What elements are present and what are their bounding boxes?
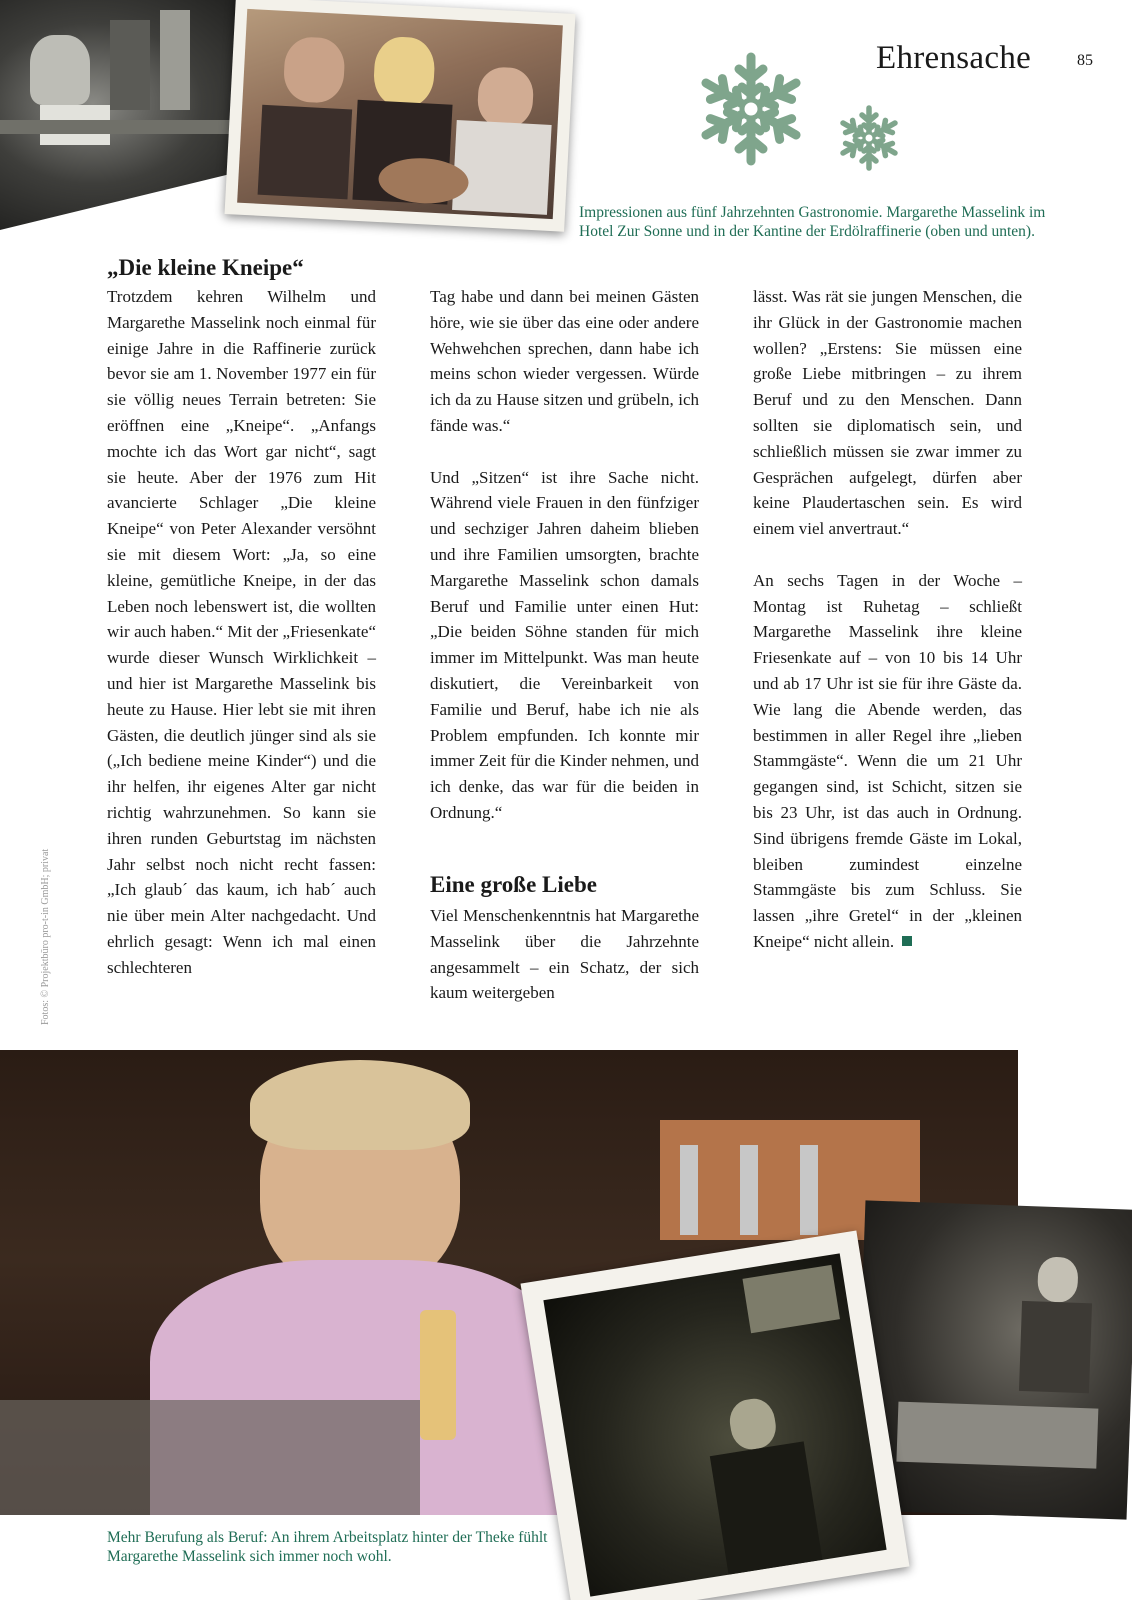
photo-toast — [237, 9, 563, 219]
photo-krone — [543, 1253, 886, 1596]
page-number: 85 — [1077, 52, 1093, 69]
caption-top: Impressionen aus fünf Jahrzehnten Gastronomie. Margarethe Masselink im Hotel Zur Sonne und in der Kantine der Erdölraffinerie (oben und unten). — [579, 204, 1046, 240]
caption-bottom: Mehr Berufung als Beruf: An ihrem Arbeitsplatz hinter der Theke fühlt Margarethe Masselink sich immer noch wohl. — [107, 1529, 548, 1565]
snowflake-large-icon — [686, 50, 816, 168]
section-title: Ehrensache — [876, 40, 1032, 76]
heading-die-kleine-kneipe: „Die kleine Kneipe“ — [107, 255, 304, 280]
paragraph: lässt. Was rät sie jungen Menschen, die ihr Glück in der Gastronomie machen wollen? „Erstens: Sie müssen eine große Liebe mitbringen – zu ihrem Beruf und zu den Menschen. Dann sollten sie diplomatisch sein, und schließlich müssen sie zwar immer zu Gesprächen aufgelegt, dürfen aber keine Plaudertaschen sein. Es wird einem viel anvertraut.“ — [753, 287, 1022, 539]
paragraph-text: An sechs Tagen in der Woche – Montag ist Ruhetag – schließt Margarethe Masselink ihre kleine Friesenkate auf – von 10 bis 14 Uhr und ab 17 Uhr ist sie für ihre Gäste da. Wie lang die Abende werden, das bestimmen in aller Regel ihre „lieben Stammgäste“. Wenn die um 21 Uhr gegangen sind, ist Schicht, sitzen sie bis 23 Uhr, ist das auch in Ordnung. Sind übrigens fremde Gäste im Lokal, bleiben zumindest einzelne Stammgäste bis zum Schluss. Sie lassen „ihre Gretel“ in der „kleinen Kneipe“ nicht allein. — [753, 570, 1022, 951]
end-of-article-icon — [902, 936, 912, 946]
photo-toast-frame — [225, 0, 576, 232]
photo-credit: Fotos: © Projektbüro pro-t-in GmbH; privat — [40, 848, 51, 1025]
photo-bar-bw-right — [855, 1200, 1132, 1519]
snowflake-small-icon — [832, 104, 906, 172]
text-column-2 — [430, 284, 699, 826]
paragraph: Und „Sitzen“ ist ihre Sache nicht. Während viele Frauen in den fünfziger und sechziger Jahren daheim blieben und ihre Familien umsorgten, brachte Margarethe Masselink schon damals Beruf und Familie unter einen Hut: „Die beiden Söhne standen für mich immer im Mittelpunkt. Was man heute diskutiert, die Vereinbarkeit von Familie und Beruf, habe ich nie als Problem empfunden. Ich konnte mir immer Zeit für die Kinder nehmen, und ich denke, das war für die beiden in Ordnung.“ — [430, 467, 699, 822]
heading-eine-grosse-liebe: Eine große Liebe — [430, 872, 597, 897]
paragraph-final — [753, 568, 1022, 955]
text-column-2-continued — [430, 903, 699, 1006]
photo-krone-frame — [520, 1230, 909, 1600]
paragraph: Trotzdem kehren Wilhelm und Margarethe Masselink noch einmal für einige Jahre in die Raffinerie zurück bevor sie am 1. November 1977 ein für sie völlig neues Terrain betreten: Sie eröffnen eine „Kneipe“. „Anfangs mochte ich das Wort gar nicht“, sagt sie heute. Aber der 1976 zum Hit avancierte Schlager „Die kleine Kneipe“ von Peter Alexander versöhnt sie mit diesem Wort: „Ja, so eine kleine, gemütliche Kneipe, in der das Leben noch lebenswert ist, die wollten wir auch haben.“ Mit der „Friesenkate“ wurde dieser Wunsch Wirklichkeit – und hier ist Margarethe Masselink bis heute zu Hause. Hier lebt sie mit ihren Gästen, die deutlich jünger sind als sie („Ich bediene meine Kinder“) und die ihr helfen, ihr eigenes Alter gar nicht richtig wahrzunehmen. So kann sie ihren runden Geburtstag im nächsten Jahr selbst noch nicht recht fassen: „Ich glaub´ das kaum, ich hab´ auch nie über mein Alter nachgedacht. Und ehrlich gesagt: Wenn ich mal einen schlechteren — [107, 287, 376, 977]
text-column-3 — [753, 284, 1022, 955]
text-column-1 — [107, 284, 376, 981]
paragraph: Tag habe und dann bei meinen Gästen höre, wie sie über das eine oder andere Wehwehchen sprechen, dann habe ich meins schon wieder vergessen. Würde ich da zu Hause sitzen und grübeln, ich fände was.“ — [430, 287, 699, 435]
paragraph: Viel Menschenkenntnis hat Margarethe Masselink über die Jahrzehnte angesammelt – ein Schatz, der sich kaum weitergeben — [430, 906, 699, 1003]
